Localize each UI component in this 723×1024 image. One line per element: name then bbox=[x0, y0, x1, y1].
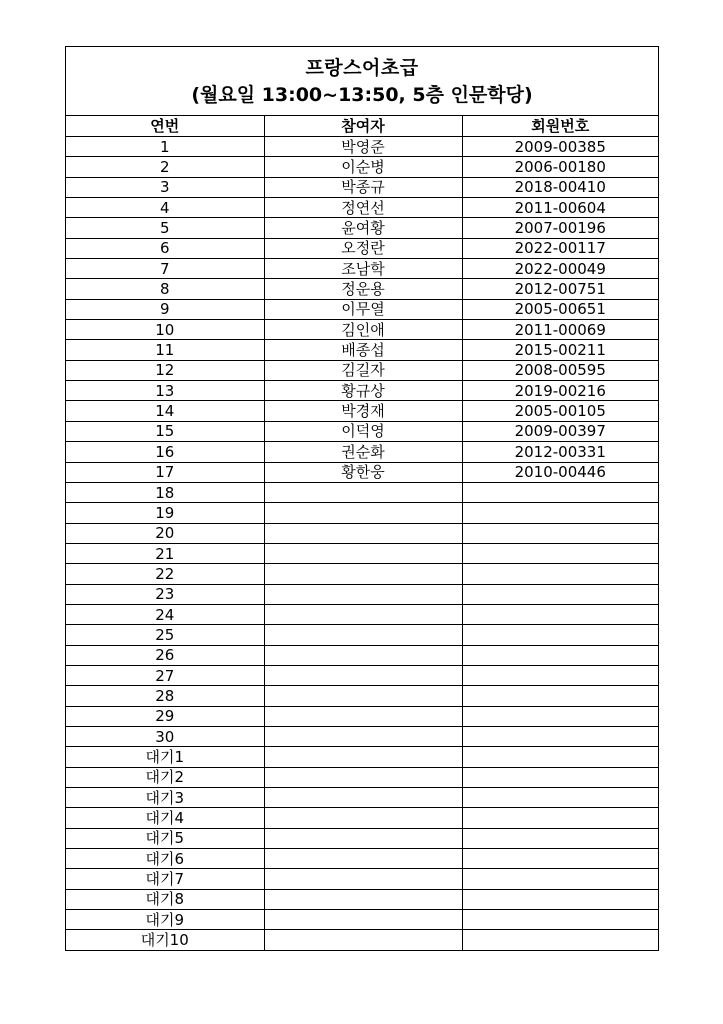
participant-name bbox=[264, 564, 462, 584]
member-id bbox=[462, 523, 658, 543]
member-id bbox=[462, 828, 658, 848]
table-row bbox=[66, 543, 658, 563]
table-row bbox=[66, 645, 658, 665]
row-number: 12 bbox=[66, 360, 264, 380]
row-number: 대기9 bbox=[66, 910, 264, 930]
table-row bbox=[66, 482, 658, 502]
member-id: 2015-00211 bbox=[462, 340, 658, 360]
participant-name: 김인애 bbox=[264, 320, 462, 340]
table-row bbox=[66, 320, 658, 340]
row-number: 대기3 bbox=[66, 788, 264, 808]
table-row bbox=[66, 238, 658, 258]
participant-name: 배종섭 bbox=[264, 340, 462, 360]
participant-name bbox=[264, 767, 462, 787]
table-row bbox=[66, 584, 658, 604]
table-row bbox=[66, 259, 658, 279]
participant-name bbox=[264, 889, 462, 909]
row-number: 25 bbox=[66, 625, 264, 645]
member-id bbox=[462, 625, 658, 645]
participant-name bbox=[264, 788, 462, 808]
table-row bbox=[66, 767, 658, 787]
roster-table bbox=[66, 116, 658, 950]
member-id bbox=[462, 930, 658, 950]
participant-name: 이무열 bbox=[264, 299, 462, 319]
participant-name bbox=[264, 869, 462, 889]
page-subtitle: (월요일 13:00~13:50, 5층 인문학당) bbox=[191, 84, 533, 106]
row-number: 대기7 bbox=[66, 869, 264, 889]
member-id bbox=[462, 482, 658, 502]
row-number: 대기8 bbox=[66, 889, 264, 909]
row-number: 4 bbox=[66, 198, 264, 218]
table-row bbox=[66, 340, 658, 360]
member-id bbox=[462, 665, 658, 685]
participant-name bbox=[264, 503, 462, 523]
participant-name bbox=[264, 584, 462, 604]
member-id: 2018-00410 bbox=[462, 177, 658, 197]
participant-name: 윤여황 bbox=[264, 218, 462, 238]
table-row bbox=[66, 665, 658, 685]
member-id bbox=[462, 767, 658, 787]
page-title: 프랑스어초급 bbox=[305, 57, 419, 79]
row-number: 대기6 bbox=[66, 849, 264, 869]
participant-name bbox=[264, 625, 462, 645]
member-id: 2011-00604 bbox=[462, 198, 658, 218]
table-row bbox=[66, 360, 658, 380]
member-id bbox=[462, 889, 658, 909]
participant-name: 오정란 bbox=[264, 238, 462, 258]
table-row bbox=[66, 828, 658, 848]
row-number: 대기5 bbox=[66, 828, 264, 848]
member-id bbox=[462, 543, 658, 563]
member-id: 2010-00446 bbox=[462, 462, 658, 482]
table-row bbox=[66, 726, 658, 746]
row-number: 28 bbox=[66, 686, 264, 706]
table-row bbox=[66, 279, 658, 299]
table-row bbox=[66, 808, 658, 828]
participant-name: 이순병 bbox=[264, 157, 462, 177]
member-id: 2012-00331 bbox=[462, 442, 658, 462]
participant-name bbox=[264, 747, 462, 767]
participant-name bbox=[264, 665, 462, 685]
member-id bbox=[462, 849, 658, 869]
participant-name: 박종규 bbox=[264, 177, 462, 197]
member-id: 2022-00049 bbox=[462, 259, 658, 279]
table-row bbox=[66, 523, 658, 543]
member-id bbox=[462, 645, 658, 665]
table-row bbox=[66, 930, 658, 950]
table-row bbox=[66, 442, 658, 462]
table-row bbox=[66, 198, 658, 218]
row-number: 대기10 bbox=[66, 930, 264, 950]
table-row bbox=[66, 421, 658, 441]
row-number: 6 bbox=[66, 238, 264, 258]
table-row bbox=[66, 889, 658, 909]
header-participant: 참여자 bbox=[264, 116, 462, 137]
row-number: 20 bbox=[66, 523, 264, 543]
member-id bbox=[462, 808, 658, 828]
member-id bbox=[462, 747, 658, 767]
table-row bbox=[66, 157, 658, 177]
table-row bbox=[66, 299, 658, 319]
table-row bbox=[66, 401, 658, 421]
table-row bbox=[66, 625, 658, 645]
participant-name: 황규상 bbox=[264, 381, 462, 401]
participant-name bbox=[264, 930, 462, 950]
header-number: 연번 bbox=[66, 116, 264, 137]
participant-name: 권순화 bbox=[264, 442, 462, 462]
table-row bbox=[66, 747, 658, 767]
row-number: 17 bbox=[66, 462, 264, 482]
participant-name bbox=[264, 808, 462, 828]
row-number: 11 bbox=[66, 340, 264, 360]
participant-name bbox=[264, 726, 462, 746]
member-id bbox=[462, 788, 658, 808]
row-number: 15 bbox=[66, 421, 264, 441]
row-number: 10 bbox=[66, 320, 264, 340]
member-id bbox=[462, 869, 658, 889]
participant-name bbox=[264, 828, 462, 848]
member-id bbox=[462, 503, 658, 523]
table-row bbox=[66, 218, 658, 238]
row-number: 대기2 bbox=[66, 767, 264, 787]
row-number: 14 bbox=[66, 401, 264, 421]
table-row bbox=[66, 869, 658, 889]
row-number: 18 bbox=[66, 482, 264, 502]
member-id: 2009-00397 bbox=[462, 421, 658, 441]
member-id bbox=[462, 584, 658, 604]
roster-sheet bbox=[65, 46, 659, 951]
row-number: 3 bbox=[66, 177, 264, 197]
participant-name: 이덕영 bbox=[264, 421, 462, 441]
table-row bbox=[66, 788, 658, 808]
row-number: 24 bbox=[66, 604, 264, 624]
member-id: 2019-00216 bbox=[462, 381, 658, 401]
member-id bbox=[462, 604, 658, 624]
table-row bbox=[66, 564, 658, 584]
participant-name bbox=[264, 482, 462, 502]
roster-body bbox=[66, 137, 658, 950]
participant-name bbox=[264, 706, 462, 726]
participant-name: 황한웅 bbox=[264, 462, 462, 482]
header-row bbox=[66, 116, 658, 137]
participant-name bbox=[264, 849, 462, 869]
row-number: 22 bbox=[66, 564, 264, 584]
table-row bbox=[66, 462, 658, 482]
row-number: 2 bbox=[66, 157, 264, 177]
table-row bbox=[66, 503, 658, 523]
table-row bbox=[66, 137, 658, 157]
member-id: 2009-00385 bbox=[462, 137, 658, 157]
row-number: 23 bbox=[66, 584, 264, 604]
table-row bbox=[66, 686, 658, 706]
row-number: 26 bbox=[66, 645, 264, 665]
row-number: 5 bbox=[66, 218, 264, 238]
row-number: 1 bbox=[66, 137, 264, 157]
participant-name: 정연선 bbox=[264, 198, 462, 218]
table-row bbox=[66, 177, 658, 197]
participant-name: 박영준 bbox=[264, 137, 462, 157]
participant-name bbox=[264, 604, 462, 624]
row-number: 대기4 bbox=[66, 808, 264, 828]
participant-name: 조남학 bbox=[264, 259, 462, 279]
member-id: 2022-00117 bbox=[462, 238, 658, 258]
table-row bbox=[66, 849, 658, 869]
table-row bbox=[66, 604, 658, 624]
row-number: 21 bbox=[66, 543, 264, 563]
member-id: 2007-00196 bbox=[462, 218, 658, 238]
title-block bbox=[66, 47, 658, 116]
member-id: 2011-00069 bbox=[462, 320, 658, 340]
row-number: 30 bbox=[66, 726, 264, 746]
member-id: 2008-00595 bbox=[462, 360, 658, 380]
row-number: 13 bbox=[66, 381, 264, 401]
participant-name bbox=[264, 543, 462, 563]
row-number: 9 bbox=[66, 299, 264, 319]
participant-name bbox=[264, 910, 462, 930]
row-number: 16 bbox=[66, 442, 264, 462]
participant-name bbox=[264, 523, 462, 543]
row-number: 대기1 bbox=[66, 747, 264, 767]
participant-name bbox=[264, 645, 462, 665]
participant-name bbox=[264, 686, 462, 706]
member-id: 2012-00751 bbox=[462, 279, 658, 299]
row-number: 29 bbox=[66, 706, 264, 726]
member-id: 2005-00651 bbox=[462, 299, 658, 319]
header-member-id: 회원번호 bbox=[462, 116, 658, 137]
row-number: 7 bbox=[66, 259, 264, 279]
row-number: 8 bbox=[66, 279, 264, 299]
member-id bbox=[462, 686, 658, 706]
table-row bbox=[66, 910, 658, 930]
table-row bbox=[66, 706, 658, 726]
row-number: 19 bbox=[66, 503, 264, 523]
member-id bbox=[462, 706, 658, 726]
participant-name: 박경재 bbox=[264, 401, 462, 421]
row-number: 27 bbox=[66, 665, 264, 685]
member-id bbox=[462, 726, 658, 746]
member-id: 2005-00105 bbox=[462, 401, 658, 421]
participant-name: 정운용 bbox=[264, 279, 462, 299]
member-id bbox=[462, 564, 658, 584]
participant-name: 김길자 bbox=[264, 360, 462, 380]
table-row bbox=[66, 381, 658, 401]
member-id: 2006-00180 bbox=[462, 157, 658, 177]
member-id bbox=[462, 910, 658, 930]
